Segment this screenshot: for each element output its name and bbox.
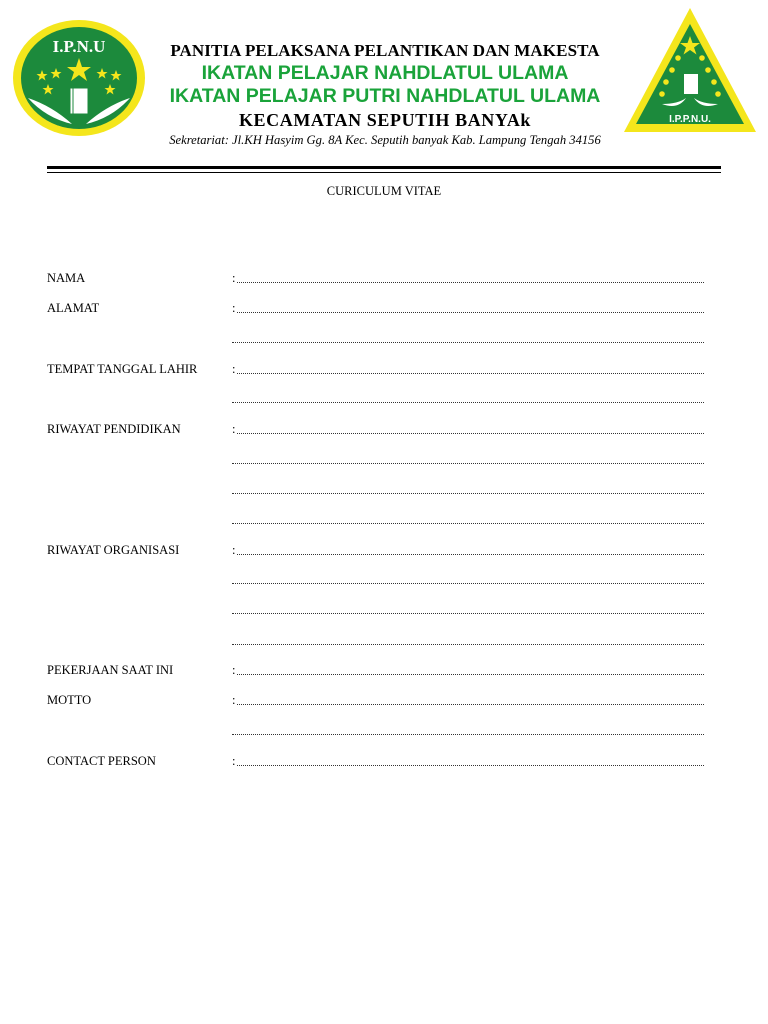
field-row-riwayat-pendidikan xyxy=(47,422,707,440)
org-name-ipnu: IKATAN PELAJAR NAHDLATUL ULAMA xyxy=(201,62,569,84)
fill-line[interactable]: : xyxy=(232,422,704,438)
field-label: PEKERJAAN SAAT INI xyxy=(47,663,174,677)
letterhead xyxy=(130,40,640,132)
fill-line[interactable]: : xyxy=(232,693,704,709)
fill-line[interactable]: : xyxy=(232,754,704,770)
continuation-line[interactable] xyxy=(232,452,704,468)
field-label: RIWAYAT ORGANISASI xyxy=(47,543,180,557)
field-label: NAMA xyxy=(47,271,86,285)
field-row-alamat xyxy=(47,301,707,319)
field-row-nama xyxy=(47,271,707,289)
fill-line[interactable]: : xyxy=(232,663,704,679)
ippnu-logo xyxy=(622,6,758,136)
ipnu-logo-lettering: I.P.N.U xyxy=(52,37,106,56)
field-row-pekerjaan-saat-ini xyxy=(47,663,707,681)
field-row-tempat-tanggal-lahir xyxy=(47,362,707,380)
field-label: RIWAYAT PENDIDIKAN xyxy=(47,422,181,436)
continuation-line[interactable] xyxy=(232,633,704,649)
continuation-line[interactable] xyxy=(232,512,704,528)
field-row-motto xyxy=(47,693,707,711)
continuation-line[interactable] xyxy=(232,482,704,498)
fill-line[interactable]: : xyxy=(232,362,704,378)
secretariat-address: Sekretariat: Jl.KH Hasyim Gg. 8A Kec. Seputih banyak Kab. Lampung Tengah 34156 xyxy=(169,133,601,147)
document-title: CURICULUM VITAE xyxy=(326,184,442,198)
header-divider-thick xyxy=(47,166,721,169)
field-label: TEMPAT TANGGAL LAHIR xyxy=(47,362,198,376)
field-label: MOTTO xyxy=(47,693,92,707)
field-label: CONTACT PERSON xyxy=(47,754,156,768)
continuation-line[interactable] xyxy=(232,331,704,347)
field-row-riwayat-organisasi xyxy=(47,543,707,561)
org-name-ippnu: IKATAN PELAJAR PUTRI NAHDLATUL ULAMA xyxy=(169,85,601,107)
continuation-line[interactable] xyxy=(232,602,704,618)
fill-line[interactable]: : xyxy=(232,543,704,559)
ippnu-logo-lettering: I.P.P.N.U. xyxy=(669,114,711,125)
fill-line[interactable]: : xyxy=(232,301,704,317)
field-row-contact-person xyxy=(47,754,707,772)
continuation-line[interactable] xyxy=(232,391,704,407)
continuation-line[interactable] xyxy=(232,572,704,588)
field-label: ALAMAT xyxy=(47,301,100,315)
header-divider-thin xyxy=(47,172,721,173)
fill-line[interactable]: : xyxy=(232,271,704,287)
ipnu-logo xyxy=(12,18,146,138)
committee-title: PANITIA PELAKSANA PELANTIKAN DAN MAKESTA xyxy=(170,41,600,60)
district-name: KECAMATAN SEPUTIH BANYAk xyxy=(238,110,532,130)
continuation-line[interactable] xyxy=(232,723,704,739)
